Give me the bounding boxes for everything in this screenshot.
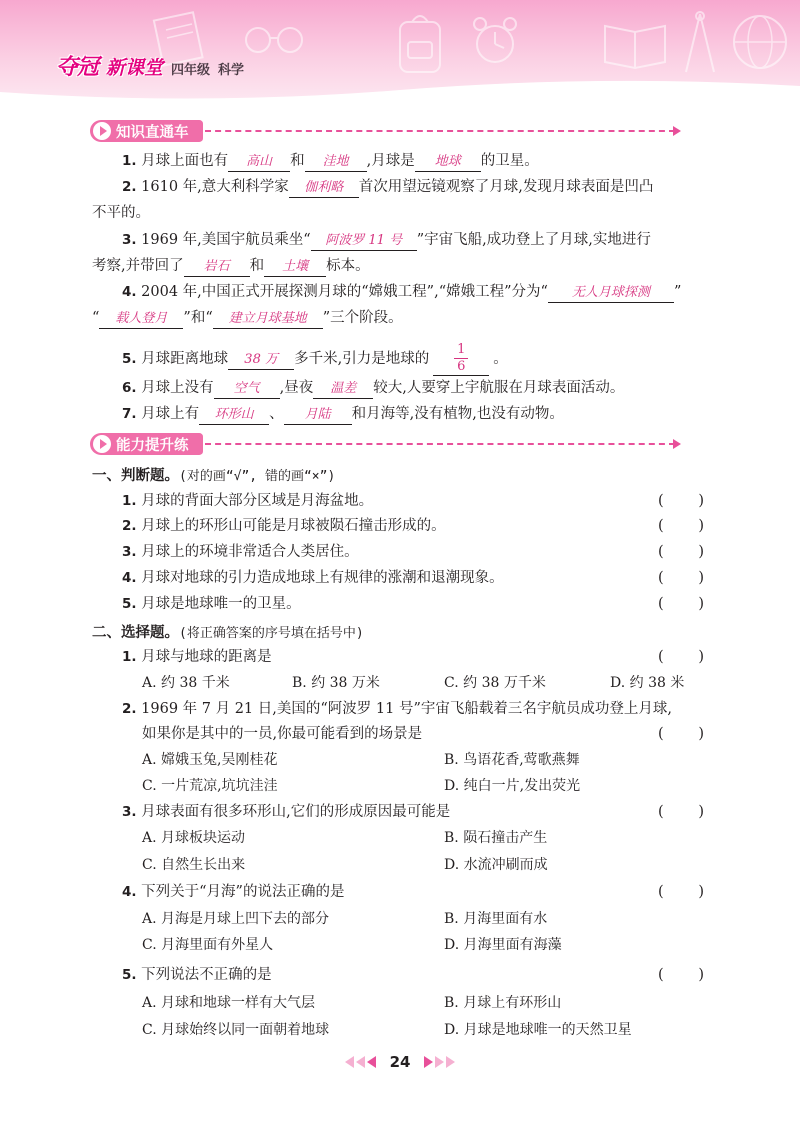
- option-d[interactable]: D. 纯白一片,发出荧光: [444, 778, 581, 794]
- option-d[interactable]: D. 月海里面有海藻: [444, 937, 562, 953]
- knowledge-item-3: 3. 1969 年,美国宇航员乘坐“ 阿波罗 11 号 ”宇宙飞船,成功登上了月球,实地进行: [122, 230, 651, 251]
- page-footer: [0, 1053, 800, 1071]
- choice-question-5: 5. 下列说法不正确的是: [122, 967, 272, 983]
- backpack-icon: [390, 8, 450, 78]
- judge-item-1: 1. 月球的背面大部分区域是月海盆地。: [122, 493, 374, 509]
- answer-blank[interactable]: 无人月球探测: [548, 284, 674, 303]
- choice-question-2: 2. 1969 年 7 月 21 日,美国的“阿波罗 11 号”宇宙飞船载着三名宇航员成功登上月球,: [122, 701, 672, 717]
- answer-blank[interactable]: 土壤: [264, 258, 326, 277]
- knowledge-item-6: 6. 月球上没有 空气 ,昼夜 温差 较大,人要穿上宇航服在月球表面活动。: [122, 378, 624, 399]
- option-a[interactable]: A. 月海是月球上凹下去的部分: [142, 911, 330, 927]
- judge-item-2: 2. 月球上的环形山可能是月球被陨石撞击形成的。: [122, 518, 446, 534]
- answer-paren[interactable]: ( ): [658, 967, 704, 983]
- brand-title: 夺冠: [56, 55, 99, 80]
- answer-paren[interactable]: ( ): [658, 596, 704, 612]
- knowledge-item-4: 4. 2004 年,中国正式开展探测月球的“嫦娥工程”,“嫦娥工程”分为“ 无人月球探测 ”: [122, 282, 681, 303]
- section-heading-knowledge: [90, 119, 675, 143]
- answer-blank[interactable]: 洼地: [305, 153, 367, 172]
- answer-paren[interactable]: ( ): [658, 544, 704, 560]
- section-pill: [90, 120, 203, 142]
- option-d[interactable]: D. 月球是地球唯一的天然卫星: [444, 1022, 632, 1038]
- knowledge-item-4-cont: “ 载人登月 ”和“ 建立月球基地 ”三个阶段。: [92, 308, 403, 329]
- option-a[interactable]: A. 月球板块运动: [142, 830, 246, 846]
- judge-item-3: 3. 月球上的环境非常适合人类居住。: [122, 544, 359, 560]
- option-b[interactable]: B. 月球上有环形山: [444, 995, 562, 1011]
- answer-blank[interactable]: 载人登月: [99, 310, 183, 329]
- section-title: 能力提升练: [116, 437, 189, 454]
- grade-label: 四年级: [171, 63, 211, 78]
- answer-paren[interactable]: ( ): [658, 570, 704, 586]
- page-number: 24: [389, 1053, 411, 1071]
- option-b[interactable]: B. 鸟语花香,莺歌燕舞: [444, 752, 580, 768]
- option-c[interactable]: C. 月球始终以同一面朝着地球: [142, 1022, 330, 1038]
- answer-blank[interactable]: 高山: [228, 153, 290, 172]
- answer-blank[interactable]: 环形山: [199, 406, 269, 425]
- choice-part-title: 二、选择题。(将正确答案的序号填在括号中): [92, 625, 364, 641]
- knowledge-item-2-cont: 不平的。: [92, 205, 150, 221]
- header-wave: [0, 78, 800, 104]
- option-a[interactable]: A. 嫦娥玉兔,吴刚桂花: [142, 752, 278, 768]
- judge-item-5: 5. 月球是地球唯一的卫星。: [122, 596, 301, 612]
- choice-question-1: 1. 月球与地球的距离是: [122, 649, 272, 665]
- answer-paren[interactable]: ( ): [658, 649, 704, 665]
- answer-blank[interactable]: 38 万: [228, 351, 294, 370]
- dashed-arrow-line: [205, 443, 675, 445]
- open-book-icon: [600, 14, 670, 70]
- play-icon: [93, 435, 111, 453]
- knowledge-item-1: 1. 月球上面也有 高山 和 洼地 ,月球是 地球 的卫星。: [122, 151, 539, 172]
- brand-subtitle: 新课堂: [106, 57, 164, 79]
- next-arrows-icon: [424, 1056, 455, 1068]
- judge-part-title: 一、判断题。(对的画“√”, 错的画“×”): [92, 468, 336, 484]
- knowledge-item-3-cont: 考察,并带回了 岩石 和 土壤 标本。: [92, 256, 370, 277]
- option-c[interactable]: C. 月海里面有外星人: [142, 937, 274, 953]
- option-c[interactable]: C. 约 38 万千米: [444, 675, 546, 691]
- play-icon: [93, 122, 111, 140]
- knowledge-item-7: 7. 月球上有 环形山 、 月陆 和月海等,没有植物,也没有动物。: [122, 404, 564, 425]
- compass-icon: [680, 8, 720, 78]
- glasses-icon: [240, 18, 310, 58]
- answer-fraction[interactable]: $\frac{1}{6}$: [433, 342, 489, 376]
- dashed-arrow-line: [205, 130, 675, 132]
- option-a[interactable]: A. 月球和地球一样有大气层: [142, 995, 316, 1011]
- answer-paren[interactable]: ( ): [658, 493, 704, 509]
- answer-paren[interactable]: ( ): [658, 518, 704, 534]
- alarm-clock-icon: [470, 14, 520, 70]
- choice-question-2-cont: 如果你是其中的一员,你最可能看到的场景是: [142, 726, 423, 742]
- section-title: 知识直通车: [116, 124, 189, 141]
- option-b[interactable]: B. 约 38 万米: [292, 675, 380, 691]
- section-heading-ability: [90, 432, 675, 456]
- answer-blank[interactable]: 岩石: [184, 258, 250, 277]
- option-c[interactable]: C. 自然生长出来: [142, 857, 246, 873]
- option-b[interactable]: B. 陨石撞击产生: [444, 830, 548, 846]
- subject-label: 科学: [218, 63, 245, 78]
- globe-icon: [728, 10, 792, 74]
- choice-question-3: 3. 月球表面有很多环形山,它们的形成原因最可能是: [122, 804, 451, 820]
- option-a[interactable]: A. 约 38 千米: [142, 675, 230, 691]
- option-d[interactable]: D. 约 38 米: [610, 675, 685, 691]
- page-header: [0, 0, 800, 104]
- judge-item-4: 4. 月球对地球的引力造成地球上有规律的涨潮和退潮现象。: [122, 570, 504, 586]
- section-pill: [90, 433, 203, 455]
- choice-question-4: 4. 下列关于“月海”的说法正确的是: [122, 884, 345, 900]
- answer-paren[interactable]: ( ): [658, 726, 704, 742]
- option-c[interactable]: C. 一片荒凉,坑坑洼洼: [142, 778, 278, 794]
- answer-paren[interactable]: ( ): [658, 804, 704, 820]
- answer-blank[interactable]: 阿波罗 11 号: [311, 232, 417, 251]
- brand-logo: [56, 50, 244, 81]
- knowledge-item-2: 2. 1610 年,意大利科学家 伽利略 首次用望远镜观察了月球,发现月球表面是凹凸: [122, 177, 653, 198]
- answer-paren[interactable]: ( ): [658, 884, 704, 900]
- prev-arrows-icon: [345, 1056, 376, 1068]
- answer-blank[interactable]: 月陆: [284, 406, 352, 425]
- knowledge-item-5: 5. 月球距离地球 38 万 多千米,引力是地球的 $\frac{1}{6}$ 。: [122, 342, 508, 374]
- answer-blank[interactable]: 温差: [313, 380, 373, 399]
- answer-blank[interactable]: 建立月球基地: [213, 310, 323, 329]
- option-d[interactable]: D. 水流冲刷而成: [444, 857, 548, 873]
- answer-blank[interactable]: 地球: [415, 153, 481, 172]
- answer-blank[interactable]: 伽利略: [289, 179, 359, 198]
- answer-blank[interactable]: 空气: [214, 380, 280, 399]
- option-b[interactable]: B. 月海里面有水: [444, 911, 548, 927]
